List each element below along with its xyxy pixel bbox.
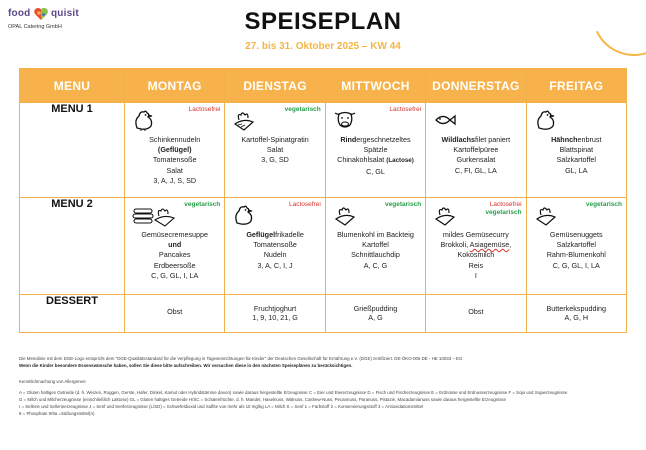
logo-subtitle: OPAL Catering GmbH [8,24,62,30]
dessert-freitag [526,295,626,333]
header-dienstag: DIENSTAG [225,69,325,103]
dish-line: Spätzle [363,145,388,155]
menu2-row [20,198,627,295]
logo-quisit: quisit [51,8,79,19]
dish-bold: Geflügel [246,230,276,239]
menu1-dienstag [225,103,325,198]
allergen-codes: C, GL [366,166,385,176]
dish-line: Salat [166,165,183,175]
dish-rest: Chinakohlsalat [337,155,387,165]
allergen-heading: Kenntlichmachung von Allergenen: [19,379,87,384]
dessert-row [20,295,627,333]
logo-food: food [8,8,31,19]
menu2-dienstag-text [225,230,324,271]
dish-line [527,135,626,145]
dish-line: Salzkartoffel [556,240,596,250]
dish-rest: ergeschnetzeltes [356,135,411,144]
dish-line [426,240,525,250]
vegetarisch-tag: vegetarisch [284,106,321,113]
header-mittwoch: MITTWOCH [325,69,425,103]
dessert-montag [125,295,225,333]
menu1-mittwoch-text [326,135,425,177]
dish-line: Fruchtjoghurt [253,304,297,313]
dish-line: Gemüsenuggets [549,230,603,239]
menu2-label: MENU 2 [20,198,125,295]
menu2-dienstag [225,198,325,295]
dish-line: Kokosmilch [457,250,495,260]
dish-bold: Rind [340,135,357,144]
menu1-row [20,103,627,198]
dish-rest: filet paniert [475,135,511,144]
dish-line: Gemüsecremesuppe [141,230,209,239]
header-montag: MONTAG [125,69,225,103]
dish-line: Butterkekspudding [546,304,607,313]
dish-line: Kartoffel [362,240,389,250]
menu-table [19,68,627,333]
vegetarisch-tag: vegetarisch [184,201,221,208]
dessert-label: DESSERT [20,295,125,333]
vegetable-icon [332,203,358,227]
allergen-line-1: A = Gluten haltiges Getreide (d. h. Weizen, Roggen, Gerste, Hafer, Dinkel, Kamut oder Hybridstämme davon) sowie daraus hergestellte Erzeugnisse C = Eier und Eiererzeugnisse D = Fisch und Fischerzeugnisse E = Erdnüsse und Erdnusserzeugnisse F = Soja und Sojaerzeugnisse [19,390,568,395]
dish-line: Rahm-Blumenkohl [546,250,606,260]
allergen-codes: A, C, G [363,260,388,270]
header-donnerstag: DONNERSTAG [426,69,526,103]
allergen-codes: C, G, GL, I, LA [552,260,600,270]
dish-line: Salzkartoffel [556,155,596,165]
allergen-codes: A, G [368,313,383,322]
lactosefrei-tag: Lactosefrei [389,106,422,113]
dish-rest: enbrust [577,135,602,144]
lactosefrei-tag: Lactosefrei [288,201,321,208]
dish-line: Obst [468,307,484,316]
dish-line [326,155,425,166]
dish-line: Erdbeersoße [153,260,196,270]
allergen-codes: A, G, H [564,313,589,322]
menu2-mittwoch-text [326,230,425,271]
menu2-freitag [526,198,626,295]
menu2-montag-text [125,230,224,281]
allergen-codes: 3, A, J, S, SD [153,175,197,185]
menu2-freitag-text [527,230,626,271]
dish-underlined: Asiagemüse [469,240,510,250]
menu1-freitag [526,103,626,198]
dish-bold: Hähnch [551,135,578,144]
cow-icon [332,108,358,132]
allergen-codes: I [474,270,477,280]
dish-rest: Brokkoli, [440,240,470,250]
dish-line: Schinkennudeln [149,135,201,144]
dish-line: Gurkensalat [456,155,496,165]
dish-line: Kartoffelpüree [453,145,499,155]
menu1-label: MENU 1 [20,103,125,198]
chicken-icon [533,108,559,132]
menu2-donnerstag [426,198,526,295]
menu2-montag [125,198,225,295]
dish-bold: (Lactose) [386,157,414,165]
vegetable-icon [231,108,257,132]
week-subtitle: 27. bis 31. Oktober 2025 – KW 44 [245,41,401,52]
wishes-note: Wenn die Kinder besondere Essenswünsche haben, sollen Sie diese bitte aufschreiben. Wir versuchen diese in den nächsten Speiseplänen zu berücksichtigen. [19,363,353,368]
menu1-dienstag-text [225,135,324,166]
dish-line: Grießpudding [353,304,398,313]
dish-bold: Wildlachs [441,135,476,144]
menu1-montag-text [125,135,224,186]
menu1-donnerstag [426,103,526,198]
dish-line: Schnittlauchdip [351,250,400,260]
allergen-codes: 3, G, SD [261,155,289,165]
header-freitag: FREITAG [526,69,626,103]
dish-line [426,135,525,145]
menu2-mittwoch [325,198,425,295]
menu1-mittwoch [325,103,425,198]
dish-line: Reis [468,260,484,270]
dessert-mittwoch [325,295,425,333]
dish-line: Blumenkohl im Backteig [337,230,414,239]
vegetable-icon [533,203,559,227]
dish-line: Kartoffel-Spinatgratin [241,135,309,144]
dish-line: Nudeln [263,250,287,260]
dessert-dienstag [225,295,325,333]
menu2-donnerstag-text [426,230,525,281]
allergen-codes: C, FI, GL, LA [454,165,497,175]
dish-line: und [168,240,182,250]
page-title: SPEISEPLAN [244,8,402,35]
vegetable-icon [432,203,458,227]
dish-rest: , [509,240,512,250]
chicken-icon [131,108,157,132]
dish-line: mildes Gemüsecurry [442,230,509,239]
dessert-donnerstag [426,295,526,333]
allergen-codes: 1, 9, 10, 21, G [252,313,298,322]
allergen-line-4: 8 = Phosphate 9/9a =Süßungsmittel(n) [19,411,95,416]
menu1-montag [125,103,225,198]
vegetarisch-tag: vegetarisch [585,201,622,208]
vegetarisch-tag: vegetarisch [485,209,522,216]
dish-line: Tomatensoße [253,240,297,250]
chicken-icon [231,203,257,227]
lactosefrei-tag: Lactosefrei [188,106,221,113]
allergen-line-3: I = Sellerie und Sellerieerzeugnisse J = Senf und Senferzeugnisse (L/SD) = Schwefeldioxid und Sulfite von mehr als 10 mg/kg LA = Milch S = Senf 1 = Farbstoff 2 = Konservierungsstoff 3 = Antioxidationsmittel [19,404,424,409]
allergen-line-2: G = Milch und Milcherzeugnisse (einschließlich Laktose) GL = Gluten haltiges Getreide H/SC = Schalenfrüchte, d. h. Mandel, Haselnuss, Walnuss, Cashew-Nuss, Pecannuss, Paranuss, Pistazie, Macadamianuss sowie daraus hergestellte Erzeugnisse [19,397,506,402]
dish-line [326,135,425,145]
header-row [20,69,627,103]
lactosefrei-tag: Lactosefrei [489,201,522,208]
dish-line: Tomatensoße [152,155,197,165]
pancakes-vegetable-icon [131,203,177,227]
dish-rest: frikadelle [275,230,304,239]
fish-icon [432,108,458,132]
dish-line: Salat [266,145,284,155]
header-menu: MENU [20,69,125,103]
dish-line: Blattspinat [559,145,594,155]
allergen-codes: C, G, GL, I, LA [151,270,199,280]
dish-line: Pancakes [158,250,191,260]
allergen-codes: GL, LA [565,165,588,175]
dish-line: Obst [167,307,183,316]
vegetarisch-tag: vegetarisch [385,201,422,208]
dge-note: Die Menülinie mit dem DGE-Logo entspricht dem "DGE-Qualitätsstandard für die Verpflegung in Tageseinrichtungen für Kinder" der Deutschen Gesellschaft für Ernährung e.V. (DGE) zertifiziert. DE-ÖKO-006 DE - HE 10033 – EG [19,356,463,361]
dish-line [225,230,324,240]
menu1-freitag-text [527,135,626,176]
dish-line: (Geflügel) [157,145,192,155]
allergen-codes: 3, A, C, I, J [257,260,293,270]
menu1-donnerstag-text [426,135,525,176]
